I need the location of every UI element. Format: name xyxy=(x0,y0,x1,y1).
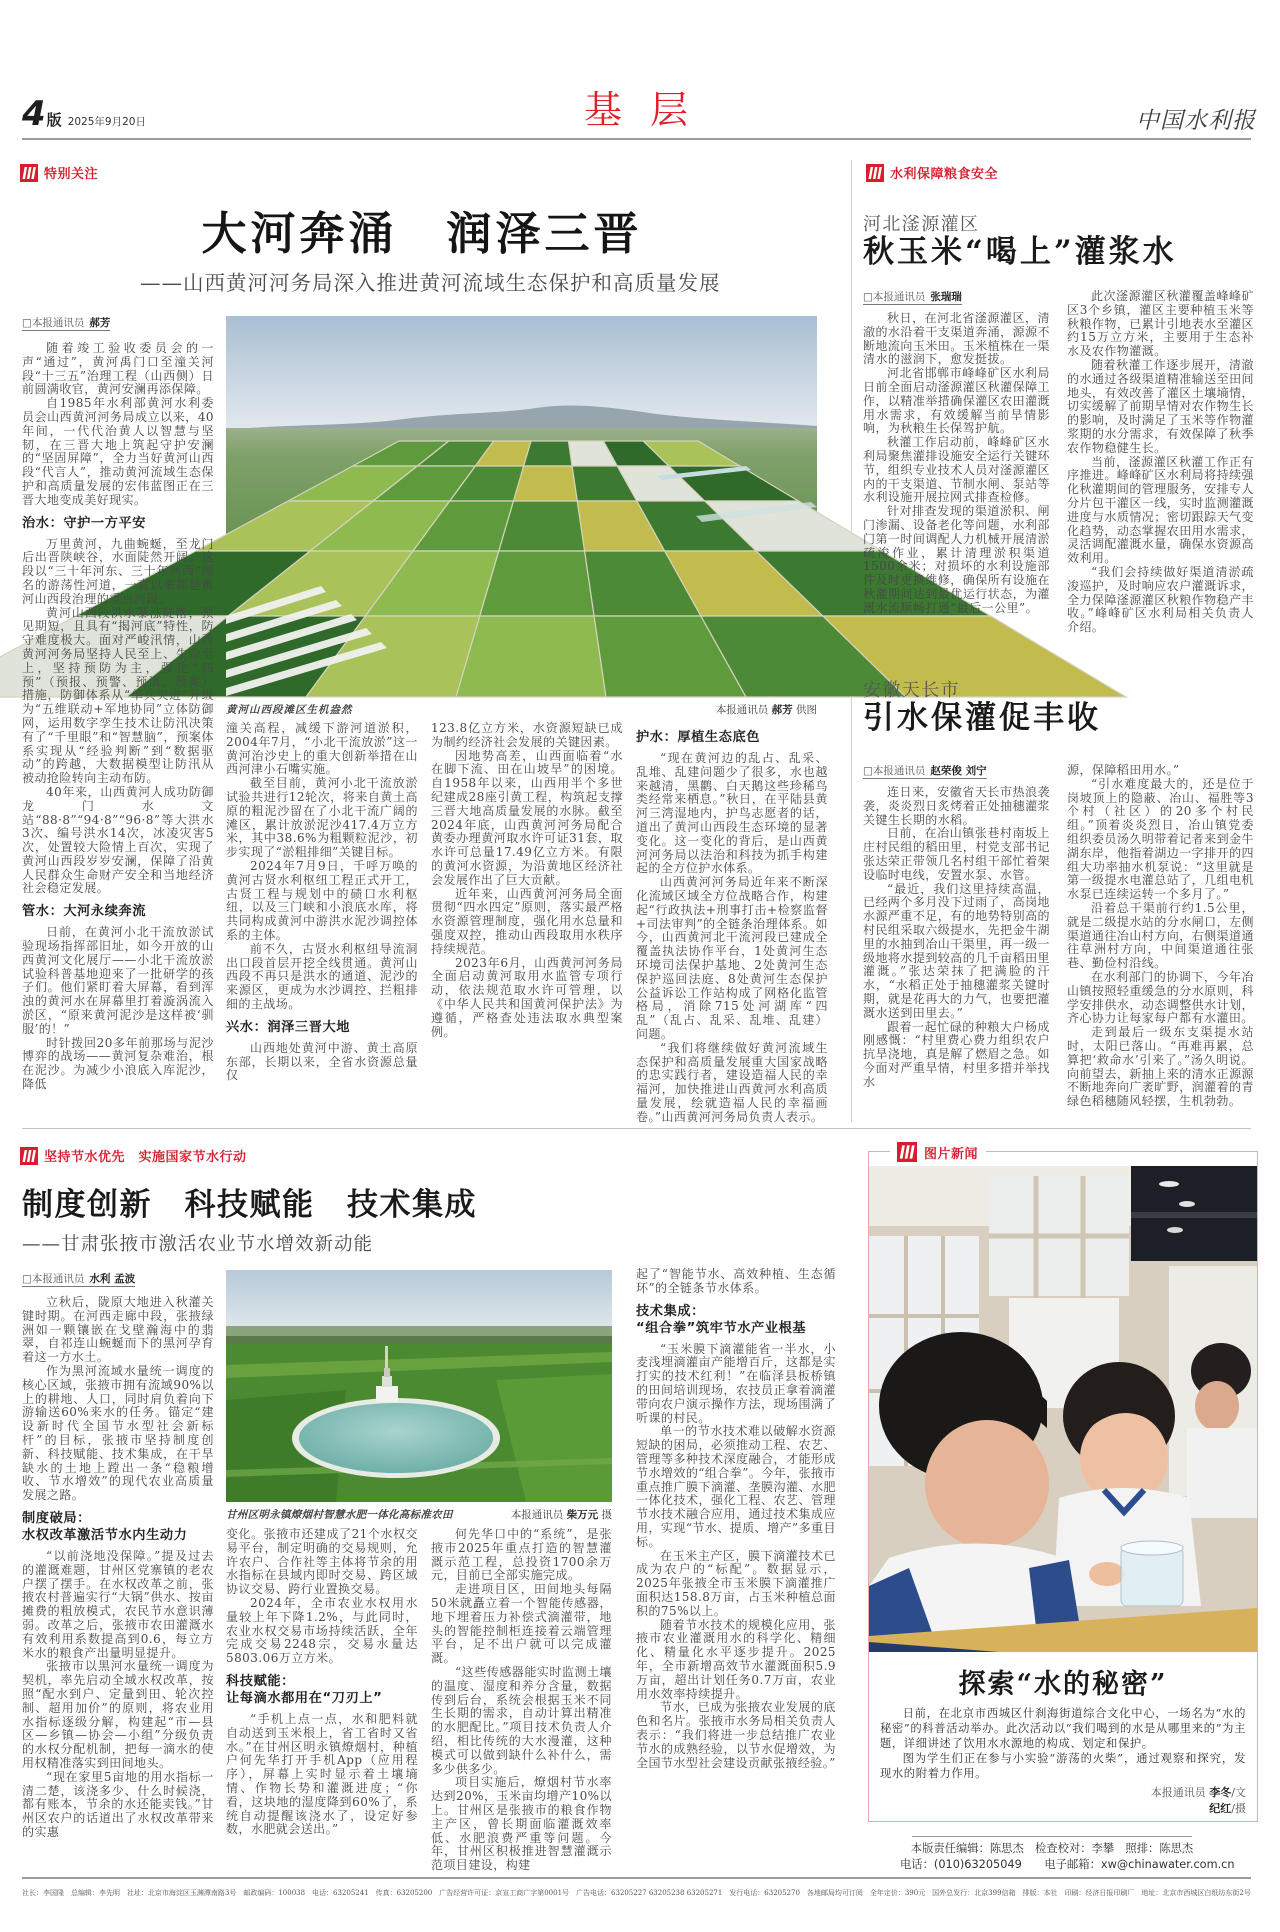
newspaper-logo-icon xyxy=(896,1142,918,1162)
paragraph: 2024年7月9日，千呼万唤的黄河古贤水利枢纽工程正式开工，古贤工程与规划中的碛口水利枢纽，以及三门峡和小浪底水库，将共同构成黄河中游洪水泥沙调控体系的主体。 xyxy=(226,858,418,942)
subheading-line: 让每滴水都用在“刀刃上” xyxy=(226,1690,383,1706)
issue-date: 2025年9月20日 xyxy=(67,116,146,128)
paragraph: 张掖市以黑河水量统一调度为契机，率先启动全域水权改革，按照“配水到户、定量到田、轮次控制、超用加价”的原则，将农业用水指标逐级分解，构建起“市—县区—乡镇—协会—小组”分级负责的水权分配机制，把每一滴水的使用权精准落实到田间地头。 xyxy=(22,1659,214,1770)
feature-column-1 xyxy=(22,342,214,1120)
photo-news-students-experiment xyxy=(869,1166,1257,1652)
newspaper-logo-icon xyxy=(866,164,884,182)
credit-prefix: 本报通讯员 xyxy=(510,1509,564,1521)
paragraph: 2023年6月，山西黄河河务局全面启动黄河取用水监管专项行动，依法规范取水许可管理，以《中华人民共和国黄河保护法》为遵循，严格查处违法取水典型案例。 xyxy=(431,955,623,1039)
water-saving-photo-caption xyxy=(226,1507,612,1522)
paragraph: 跟着一起忙碌的种粮大户杨成刚感慨：“村里费心费力组织农户抗旱浇地，真是解了燃眉之急。如今面对严重旱情，村里多措并举找水 xyxy=(863,1019,1050,1089)
credit-prefix: 本报通讯员 xyxy=(715,704,769,716)
article-headline: 引水保灌促丰收 xyxy=(863,700,1101,736)
credit-name: 纪红 xyxy=(1209,1802,1232,1815)
paragraph: 走到最后一级东支渠提水站时，太阳已落山。“再难再累，总算把‘救命水’引来了。”汤久明说。向前望去，新抽上来的清水正源源不断地奔向广袤旷野，润灌着的青绿色稻穗随风轻摆，生机勃勃。 xyxy=(1067,1025,1254,1109)
article-byline xyxy=(863,764,987,779)
photo-news-credits xyxy=(880,1785,1246,1817)
subheading-line: 制度破局： xyxy=(22,1510,91,1526)
article-column xyxy=(863,786,1050,1120)
paragraph: 时针拨回20多年前那场与泥沙博弈的战场——黄河复杂难治，根在泥沙。为减少小浪底入库泥沙，降低 xyxy=(22,1035,214,1092)
subheading-line: 技术集成： xyxy=(636,1303,705,1319)
subheading xyxy=(22,1510,214,1544)
byline-prefix: □本报通讯员 xyxy=(863,291,926,303)
feature-column-4 xyxy=(636,722,828,1124)
section-tag-feature xyxy=(20,163,98,182)
byline-author: 水利 孟波 xyxy=(89,1273,136,1285)
paragraph: 秋灌工作启动前，峰峰矿区水利局聚焦灌排设施安全运行关键环节，组织专业技术人员对滏源灌区内的干支渠道、节制水闸、泵站等水利设施开展拉网式排查检修。 xyxy=(863,435,1050,505)
caption-paragraph: 日前，在北京市西城区什刹海街道综合文化中心，一场名为“水的秘密”的科普活动举办。此次活动以“我们喝到的水是从哪里来的”为主题，详细讲述了饮用水水源地的构成、划定和保护。 xyxy=(880,1707,1246,1750)
imprint-item: 社址：北京市海淀区玉渊潭南路3号 xyxy=(126,1889,237,1897)
paragraph: 河北省邯郸市峰峰矿区水利局日前全面启动滏源灌区秋灌保障工作，以精准举措确保灌区农田灌溉用水需求，有效缓解当前旱情影响，为秋粮生长保驾护航。 xyxy=(863,366,1050,436)
credit-prefix: 本报通讯员 xyxy=(1150,1786,1206,1799)
paragraph: “玉米膜下滴灌能省一半水，小麦浅埋滴灌亩产能增百斤，这都是实打实的技术红利！”在临泽县板桥镇的田间培训现场，农技员正拿着滴灌带向农户演示操作方法，现场围满了听课的村民。 xyxy=(636,1341,836,1425)
water-saving-column-4 xyxy=(636,1268,836,1858)
credit-suffix: 供图 xyxy=(796,704,817,716)
article-kicker: 安徽天长市 xyxy=(863,680,960,701)
paragraph: 连日来，安徽省天长市热浪袭袭，炎炎烈日炙烤着正处抽穗灌浆关键生长期的水稻。 xyxy=(863,785,1050,827)
section-tag-water-saving xyxy=(20,1146,247,1165)
phone-label: 电话： xyxy=(900,1858,934,1871)
byline-author: 赵荣俊 刘宁 xyxy=(930,765,987,777)
paragraph: 山西黄河河务局近年来不断深化流域区域全方位战略合作，构建起“行政执法+刑事打击+检察监督+司法审判”的全链条治理体系。如今，山西黄河北干流河段已建成全覆盖执法协作平台，1处黄河生态环境司法保护基地、2处黄河生态保护巡回法庭、8处黄河生态保护公益诉讼工作站构成了网格化监管格局，消除715处河湖库“四乱”（乱占、乱采、乱堆、乱建）问题。 xyxy=(636,875,828,1041)
credit-line xyxy=(880,1801,1246,1817)
imprint-item: 传真：63205200 xyxy=(375,1889,433,1897)
photo-credit xyxy=(716,702,817,717)
paragraph: 日前，在黄河小北干流放淤试验现场指挥部旧址，如今开放的山西黄河文化展厅——小北干流放淤试验科普基地迎来了一批研学的孩子们。他们紧盯着大屏幕，看到浑浊的黄河水在屏幕里打着漩涡流入淤区，“原来黄河泥沙是这样被‘驯服’的！” xyxy=(22,925,214,1036)
water-saving-column-2 xyxy=(226,1528,418,1858)
paragraph: 近年来，山西黄河河务局全面贯彻“四水四定”原则，落实最严格水资源管理制度，强化用水总量和强度双控，推动山西段取用水秩序持续规范。 xyxy=(431,886,623,956)
water-saving-headline: 制度创新 科技赋能 技术集成 xyxy=(22,1187,477,1223)
imprint-line xyxy=(22,1888,1251,1898)
paragraph: 2024年，全市农业水权用水量较上年下降1.2%，与此同时，农业水权交易市场持续活跃，全年完成交易2248宗，交易水量达5803.06万立方米。 xyxy=(226,1595,418,1666)
paragraph: 走进项目区，田间地头每隔50米就矗立着一个智能传感器，地下埋着压力补偿式滴灌带，地头的智能控制柜连接着云端管理平台，足不出户就可以完成灌溉。 xyxy=(431,1582,612,1666)
section-divider xyxy=(22,1128,1251,1129)
paragraph: 当前，滏源灌区秋灌工作正有序推进。峰峰矿区水利局将持续强化秋灌期间的管理服务，安排专人分片包干灌区一线，实时监测灌溉进度与水质情况；密切跟踪天气变化趋势，动态掌握农田用水需求，灵活调配灌溉水量，确保水资源高效利用。 xyxy=(1067,454,1254,566)
paragraph: 万里黄河，九曲蜿蜒，至龙门后出晋陕峡谷，水面陡然开阔。这段以“三十年河东、三十年河西”闻名的游荡性河道，一直以来都是黄河山西段治理的重点河段。 xyxy=(22,536,214,606)
newspaper-logo-icon xyxy=(20,164,38,182)
subheading: 护水：厚植生态底色 xyxy=(636,730,761,745)
paragraph: 在水利部门的协调下，今年冶山镇按照轻重缓急的分水原则，科学安排供水，动态调整供水计划，齐心协力让每家每户都有水灌田。 xyxy=(1067,969,1254,1026)
article-kicker: 河北滏源灌区 xyxy=(863,214,980,235)
field-patch xyxy=(456,616,606,697)
page-unit: 版 xyxy=(46,111,62,129)
water-saving-column-1 xyxy=(22,1296,214,1858)
photo-caption-text: 甘州区明永镇燎烟村智慧水肥一体化高标准农田 xyxy=(226,1509,453,1521)
imprint-item: 各地邮局均可订阅 xyxy=(806,1889,863,1897)
photo-news-caption xyxy=(880,1706,1246,1781)
section-tag-label: 图片新闻 xyxy=(924,1146,979,1162)
water-saving-subtitle: ——甘肃张掖市激活农业节水增效新动能 xyxy=(22,1234,374,1255)
paragraph: “最近，我们这里持续高温，已经两个多月没下过雨了，高岗地水源严重不足，有的地势特别高的村民组采取六级提水，先把金牛湖里的水抽到冶山干渠里，再一级一级地将水提到较高的几千亩稻田里灌溉。”张达荣抹了把满脸的汗水，“水稻正处于抽穗灌浆关键时期，就是花再大的力气，也要把灌溉水送到田里去。” xyxy=(863,881,1050,1020)
subheading-line: 科技赋能： xyxy=(226,1673,295,1689)
paragraph: 作为黑河流域水量统一调度的核心区域，张掖市拥有流域90%以上的耕地、人口，同时肩负着向下游输送60%来水的任务。锚定“建设新时代全国节水型社会新标杆”的目标，张掖市坚持制度创新、科技赋能、技术集成，在干旱缺水的土地上蹚出一条“稳粮增收、节水增效”的现代农业高质量发展之路。 xyxy=(22,1363,214,1503)
photo-news-title: 探索“水的秘密” xyxy=(958,1669,1168,1700)
paragraph: “我们将继续做好黄河流域生态保护和高质量发展重大国家战略的忠实践行者，建设造福人民的幸福河，加快推进山西黄河水利高质量发展，绘就造福人民的幸福画卷。”山西黄河河务局负责人表示。 xyxy=(636,1040,828,1124)
feature-byline xyxy=(22,316,110,331)
paragraph: 源，保障稻田用水。” xyxy=(1067,763,1180,777)
paragraph: 前不久，古贤水利枢纽导流洞出口段首层开挖全线贯通。黄河山西段不再只是洪水的通道、泥沙的来源区，更成为水沙调控、拦粗排细的主战场。 xyxy=(226,941,418,1011)
paragraph: 在玉米主产区，膜下滴灌技术已成为农户的“标配”。数据显示，2025年张掖全市玉米膜下滴灌推广面积达158.8万亩，占玉米种植总面积的75%以上。 xyxy=(636,1548,836,1618)
field-patch xyxy=(524,441,572,466)
photo-caption-text: 黄河山西段滩区生机盎然 xyxy=(226,704,353,716)
paragraph: 山西地处黄河中游、黄土高原东部，长期以来，全省水资源总量仅 xyxy=(226,1040,418,1083)
paragraph: 日前，在冶山镇张巷村南坂上庄村民组的稻田里，村党支部书记张达荣正带领几名村组干部忙着架设临时电线，安置水泵、水管。 xyxy=(863,826,1050,882)
paragraph: 潼关高程，减缓下游河道淤积，2004年7月，“小北干流放淤”这一黄河治沙史上的重大创新举措在山西河津小石嘴实施。 xyxy=(226,721,418,777)
credit-suffix: 摄 xyxy=(601,1509,612,1521)
section-tag-photo-news xyxy=(890,1142,986,1162)
imprint-item: 国外总发行：北京399信箱 xyxy=(932,1889,1016,1897)
page-number-date xyxy=(22,96,146,132)
water-saving-photo-smart-irrigation-field xyxy=(226,1270,612,1502)
paragraph: “现在家里5亩地的用水指标一清二楚，该浇多少、什么时候浇，都有账本，节余的水还能卖钱。”甘州区农户的话道出了水权改革带来的实惠 xyxy=(22,1769,214,1839)
subheading-line: 水权改革激活节水内生动力 xyxy=(22,1527,188,1543)
section-tag-label: 水利保障粮食安全 xyxy=(890,167,999,182)
paragraph: 自1985年水利部黄河水利委员会山西黄河河务局成立以来，40年间，一代代治黄人以智慧与坚韧，在三晋大地上筑起守护安澜的“坚固屏障”，全力当好黄河山西段“代言人”，推动黄河流域生态保护和高质量发展的宏伟蓝图正在三晋大地变成美好现实。 xyxy=(22,396,214,507)
editors-rule xyxy=(912,1836,1192,1837)
paragraph: 秋日，在河北省滏源灌区，清澈的水沿着干支渠道奔涌，源源不断地流向玉米田。玉米植株在一渠清水的滋润下，愈发挺拔。 xyxy=(863,311,1050,367)
paragraph: 此次滏源灌区秋灌覆盖峰峰矿区3个乡镇，灌区主要种植玉米等秋粮作物，已累计引地表水至灌区约15万立方米，主要用于生态补水及农作物灌溉。 xyxy=(1067,289,1254,359)
paragraph: “我们会持续做好渠道清淤疏浚巡护，及时响应农户灌溉诉求，全力保障滏源灌区秋粮作物稳产丰收。”峰峰矿区水利局相关负责人介绍。 xyxy=(1067,564,1254,635)
byline-author: 张瑞瑞 xyxy=(930,291,962,303)
byline-prefix: □本报通讯员 xyxy=(863,765,926,777)
subheading: 管水：大河永续奔流 xyxy=(22,904,147,920)
paragraph: 针对排查发现的渠道淤积、闸门渗漏、设备老化等问题，水利部门第一时间调配人力机械开展清淤疏浚作业，累计清理淤积渠道1500余米；对损坏的水利设施部件及时更换维修，确保所有设施在秋灌期间达到最优运行状态，为灌溉水流顺畅打通“最后一公里”。 xyxy=(863,504,1050,615)
paragraph: 黄河山西段洪水暴涨陡落，预见期短，且具有“揭河底”特性，防守难度极大。面对严峻汛情，山西黄河河务局坚持人民至上、生命至上，坚持预防为主，强化“四预”（预报、预警、预演、预案）措施，防御体系从“单兵突进”升级为“五维联动+军地协同”立体防御网，运用数字孪生技术让防汛决策有了“千里眼”和“智慧脑”，预案体系实现从“经验判断”到“数据驱动”的跨越，大数据模型让防汛从被动抢险转向主动布防。 xyxy=(22,605,214,786)
subheading: 兴水：润泽三晋大地 xyxy=(226,1019,351,1035)
subheading xyxy=(636,1303,836,1337)
credit-name: 柴万元 xyxy=(566,1509,599,1521)
paragraph: 截至目前，黄河小北干流放淤试验共进行12轮次，将来自黄土高原的粗泥沙留在了小北干流广阔的滩区，累计放淤泥沙417.4万立方米，其中38.6%为粗颗粒泥沙，初步实现了“淤粗排细”关键目标。 xyxy=(226,776,418,860)
imprint-item: 发行电话：63205270 xyxy=(729,1889,800,1897)
water-saving-column-3 xyxy=(431,1527,612,1873)
paragraph: 项目实施后，燎烟村节水率达到20%，玉米亩均增产10%以上。甘州区是张掖市的粮食作物主产区，曾长期面临灌溉效率低、水肥浪费严重等问题。今年，甘州区积极推进智慧灌溉示范项目建设，构建 xyxy=(431,1775,612,1873)
section-tag-label: 坚持节水优先 实施国家节水行动 xyxy=(44,1150,247,1165)
paragraph: 节水，已成为张掖农业发展的底色和名片。张掖市水务局相关负责人表示：“我们将进一步总结推广农业节水的成熟经验，以节水促增效，为全国节水型社会建设贡献张掖经验。” xyxy=(636,1700,836,1770)
imprint-item: 全年定价：390元 xyxy=(869,1889,926,1897)
paragraph: 随着竣工验收委员会的一声“通过”，黄河禹门口至潼关河段“十三五”治理工程（山西侧）日前圆满收官，黄河安澜再添保障。 xyxy=(22,341,214,397)
paragraph: 随着秋灌工作逐步展开，清澈的水通过各级渠道精准输送至田间地头，有效改善了灌区土壤墒情，切实缓解了前期旱情对农作物生长的影响，及时满足了玉米等作物灌浆期的水分需求，有效保障了秋季农作物稳健生长。 xyxy=(1067,357,1254,455)
article-column xyxy=(1067,764,1254,1120)
feature-photo-caption xyxy=(226,702,817,717)
feature-column-3 xyxy=(431,722,623,1120)
imprint-item: 排版：本社 xyxy=(1022,1889,1058,1897)
feature-photo-yellow-river-floodplain xyxy=(226,316,817,697)
credit-line xyxy=(880,1785,1246,1801)
imprint-item: 广告电话：63205227 63205238 63205271 xyxy=(575,1889,723,1897)
phone-number: (010)63205049 xyxy=(933,1858,1022,1871)
masthead-rule xyxy=(22,138,1251,140)
article-byline xyxy=(863,290,962,305)
imprint-item: 印刷：经济日报印刷厂 xyxy=(1064,1889,1135,1897)
paragraph: “现在黄河边的乱占、乱采、乱堆、乱建问题少了很多，水也越来越清，黑鹳、白天鹅这些珍稀鸟类经常来栖息。”秋日，在平陆县黄河三湾湿地内，护鸟志愿者的话，道出了黄河山西段生态环境的显著变化。这一变化的背后，是山西黄河河务局以法治和科技为抓手构建起的全方位护水体系。 xyxy=(636,751,828,876)
paragraph: 因地势高差，山西面临着“水在脚下流、田在山坡旱”的困境。自1958年以来，山西用半个多世纪建成28座引黄工程，构筑起支撑三晋大地高质量发展的水脉。截至2024年底，山西黄河河务局配合黄委办理黄河取水许可证31套，取水许可总量17.49亿立方米。有限的黄河水资源，为沿黄地区经济社会发展作出了巨大贡献。 xyxy=(431,748,623,887)
imprint-item: 广告经营许可证：京宣工商广字第0001号 xyxy=(439,1889,570,1897)
field-patch xyxy=(499,501,585,551)
subheading-line: “组合拳”筑牢节水产业根基 xyxy=(636,1320,807,1336)
byline-prefix: □本报通讯员 xyxy=(22,1273,85,1285)
paragraph: “手机上点一点，水和肥料就自动送到玉米根上，省工省时又省水。”在甘州区明永镇燎烟村，种植户何先华打开手机App（应用程序），屏幕上实时显示着土壤墒情、作物长势和灌溉进度；“你看，这块地的湿度降到60%了，系统自动提醒该浇水了，设定好参数，水肥就会送出。” xyxy=(226,1711,418,1837)
imprint-item: 地址：北京市西城区白纸坊东街2号 xyxy=(1141,1889,1251,1897)
paragraph: “以前浇地没保障。”提及过去的灌溉难题，甘州区党寨镇的老农户摆了摆手。在水权改革之前，张掖农村普遍实行“大锅”供水、按亩摊费的粗放模式，农民节水意识薄弱。改革之后，张掖市农田灌溉水有效利用系数提高到0.6，每立方米水的粮食产出量明显提升。 xyxy=(22,1548,214,1660)
page-editors: 本版责任编辑：陈思杰 检查校对：李攀 照排：陈思杰 xyxy=(910,1842,1194,1855)
paragraph: 变化。张掖市还建成了21个水权交易平台，制定明确的交易规则，允许农户、合作社等主体将节余的用水指标在县域内即时交易、跨区域协议交易、跨行业置换交易。 xyxy=(226,1527,418,1597)
newspaper-logo-icon xyxy=(20,1147,38,1165)
credit-role: /文 xyxy=(1231,1786,1246,1799)
paragraph: 随着节水技术的规模化应用，张掖市农业灌溉用水的科学化、精细化、精量化水平逐步提升。2025年，全市新增高效节水灌溉面积5.9万亩，超出计划任务0.7万亩，农业用水效率持续提升。 xyxy=(636,1617,836,1701)
byline-author: 郝芳 xyxy=(89,317,111,329)
caption-paragraph: 图为学生们正在参与小实验“游荡的火柴”，通过观察和探究，发现水的附着力作用。 xyxy=(880,1752,1246,1780)
paragraph: 40年来，山西黄河人成功防御龙门水文站“88·8”“94·8”“96·8”等大洪水3次、编号洪水14次，冰凌灾害5次，处置较大险情上百次，实现了黄河山西段岁岁安澜，保障了沿黄人民群众生命财产安全和当地经济社会稳定发展。 xyxy=(22,784,214,896)
water-saving-byline xyxy=(22,1272,135,1287)
feature-column-2 xyxy=(226,722,418,1120)
credit-name: 李冬 xyxy=(1209,1786,1232,1799)
paragraph: “这些传感器能实时监测土壤的温度、湿度和养分含量，数据传到后台，系统会根据玉米不同生长期的需求，自动计算出精准的水肥配比。”项目技术负责人介绍，相比传统的大水漫灌，这种模式可以做到缺什么补什么，需多少供多少。 xyxy=(431,1664,612,1776)
subheading xyxy=(226,1673,418,1707)
photo-credit xyxy=(511,1507,612,1522)
paragraph: 沿着总干渠前行约1.5公里，就是二级提水站的分水闸口，左侧渠道通往冶山村方向，右侧渠道通往草洲村方向，中间渠道通往张巷、勤俭村沿线。 xyxy=(1067,900,1254,971)
email-address: xw@chinawater.com.cn xyxy=(1100,1858,1235,1871)
paragraph: 123.8亿立方米，水资源短缺已成为制约经济社会发展的关键因素。 xyxy=(431,721,623,749)
article-column xyxy=(1067,290,1254,652)
subheading: 治水：守护一方平安 xyxy=(22,515,147,531)
imprint-item: 社长：李国隆 xyxy=(22,1889,64,1897)
field-patch xyxy=(514,466,578,501)
imprint-item: 总编辑：李先明 xyxy=(70,1889,120,1897)
article-headline: 秋玉米“喝上”灌浆水 xyxy=(863,234,1177,270)
contact-info xyxy=(900,1856,1235,1872)
article-column xyxy=(863,312,1050,652)
section-tag-label: 特别关注 xyxy=(44,167,99,182)
footer-rule xyxy=(22,1877,1251,1879)
section-tag-grain-security xyxy=(866,163,998,182)
page-number: 4 xyxy=(22,94,46,134)
paragraph: 立秋后，陇原大地进入秋灌关键时期。在河西走廊中段，张掖绿洲如一颗镶嵌在戈壁瀚海中的翡翠，自祁连山蜿蜒而下的黑河孕育着这一方水土。 xyxy=(22,1295,214,1365)
email-label: 电子邮箱： xyxy=(1044,1858,1101,1871)
paragraph: “引水难度最大的，还是位于岗坡顶上的隐蔽、冶山、福胜等3个村（社区）的20多个村民组。”顶着炎炎烈日，冶山镇党委组织委员汤久明带着记者来到金牛湖东岸，他指着湖边一字排开的四组大功率抽水机泵说：“这里就是第一级提水电灌总站了，几组电机水泵已连续运转一个多月了。” xyxy=(1067,776,1254,902)
imprint-item: 邮政编码：100038 xyxy=(243,1889,306,1897)
paragraph: 起了“智能节水、高效种植、生态循环”的全链条节水体系。 xyxy=(636,1267,836,1295)
credit-role: /摄 xyxy=(1231,1802,1246,1815)
imprint-item: 电话：63205241 xyxy=(312,1889,369,1897)
feature-headline: 大河奔涌 润泽三晋 xyxy=(201,207,643,260)
paragraph: 单一的节水技术难以破解水资源短缺的困局，必须推动工程、农艺、管理等多种技术深度融合，才能形成节水增效的“组合拳”。今年，张掖市重点推广膜下滴灌、垄膜沟灌、水肥一体化技术，强化工程、农艺、管理节水技术融合应用，通过技术集成应用，实现“节水、提质、增产”多重目标。 xyxy=(636,1424,836,1549)
paragraph: 何先华口中的“系统”，是张掖市2025年重点打造的智慧灌溉示范工程，总投资1700余万元，目前已全部实施完成。 xyxy=(431,1527,612,1583)
newspaper-logo: 中国水利报 xyxy=(1136,108,1256,134)
field-patch xyxy=(480,551,594,616)
credit-name: 郝芳 xyxy=(771,704,793,716)
byline-prefix: □本报通讯员 xyxy=(22,317,85,329)
section-title: 基 层 xyxy=(583,88,697,132)
feature-subtitle: ——山西黄河河务局深入推进黄河流域生态保护和高质量发展 xyxy=(140,271,721,295)
